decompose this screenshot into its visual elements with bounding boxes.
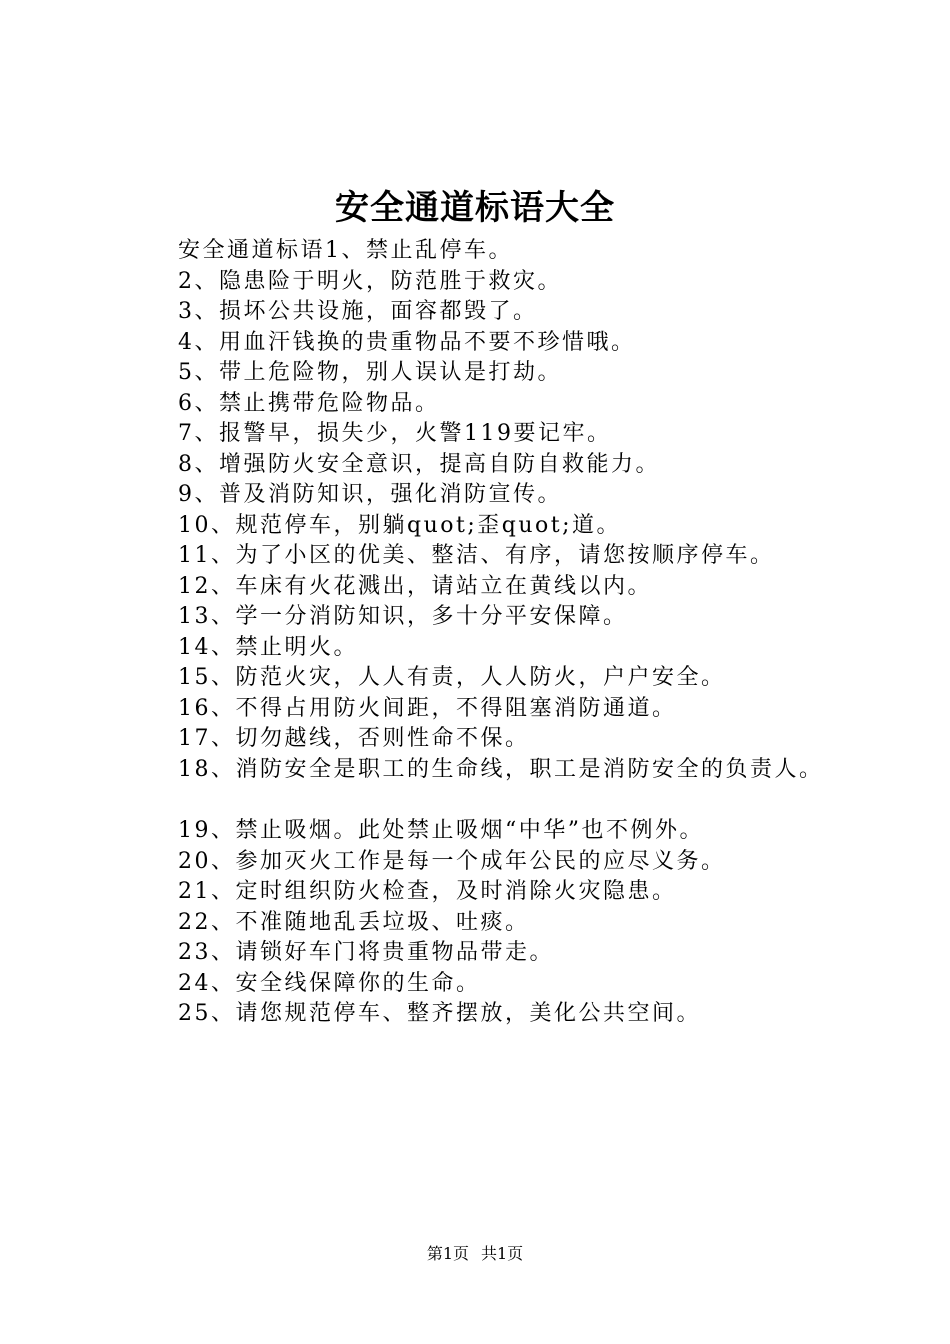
list-item: 20、参加灭火工作是每一个成年公民的应尽义务。 — [178, 848, 726, 874]
list-item: 4、用血汗钱换的贵重物品不要不珍惜哦。 — [178, 329, 636, 355]
list-item: 3、损坏公共设施，面容都毁了。 — [178, 299, 538, 324]
page-number: 第1页 — [426, 1244, 469, 1263]
list-item: 8、增强防火安全意识，提高自防自救能力。 — [178, 451, 660, 477]
list-item: 21、定时组织防火检查，及时消除火灾隐患。 — [178, 879, 677, 904]
list-item: 7、报警早，损失少，火警119要记牢。 — [178, 421, 612, 446]
page-footer — [0, 1242, 950, 1266]
list-item: 12、车床有火花溅出，请站立在黄线以内。 — [178, 573, 652, 599]
list-item: 安全通道标语1、禁止乱停车。 — [178, 238, 513, 263]
list-item: 5、带上危险物，别人误认是打劫。 — [178, 360, 562, 385]
list-item: 15、防范火灾，人人有责，人人防火，户户安全。 — [178, 665, 726, 690]
list-item: 23、请锁好车门将贵重物品带走。 — [178, 940, 554, 965]
list-item: 22、不准随地乱丢垃圾、吐痰。 — [178, 909, 530, 935]
list-item: 25、请您规范停车、整齐摆放，美化公共空间。 — [178, 1001, 701, 1026]
list-item: 9、普及消防知识，强化消防宣传。 — [178, 482, 562, 507]
list-item: 6、禁止携带危险物品。 — [178, 390, 440, 416]
list-item: 14、禁止明火。 — [178, 634, 358, 660]
list-item: 2、隐患险于明火，防范胜于救灾。 — [178, 268, 562, 294]
list-item: 10、规范停车，别躺quot;歪quot;道。 — [178, 512, 621, 538]
list-item: 19、禁止吸烟。此处禁止吸烟“中华”也不例外。 — [178, 818, 704, 843]
list-item: 17、切勿越线，否则性命不保。 — [178, 726, 530, 751]
slogan-list — [178, 236, 938, 1030]
page-title: 安全通道标语大全 — [335, 188, 615, 228]
list-item: 13、学一分消防知识，多十分平安保障。 — [178, 604, 628, 629]
list-item: 11、为了小区的优美、整洁、有序，请您按顺序停车。 — [178, 543, 775, 568]
list-item: 16、不得占用防火间距，不得阻塞消防通道。 — [178, 695, 677, 721]
list-item: 18、消防安全是职工的生命线，职工是消防安全的负责人。 — [178, 756, 824, 782]
list-item: 24、安全线保障你的生命。 — [178, 970, 481, 996]
page-total: 共1页 — [481, 1244, 524, 1263]
